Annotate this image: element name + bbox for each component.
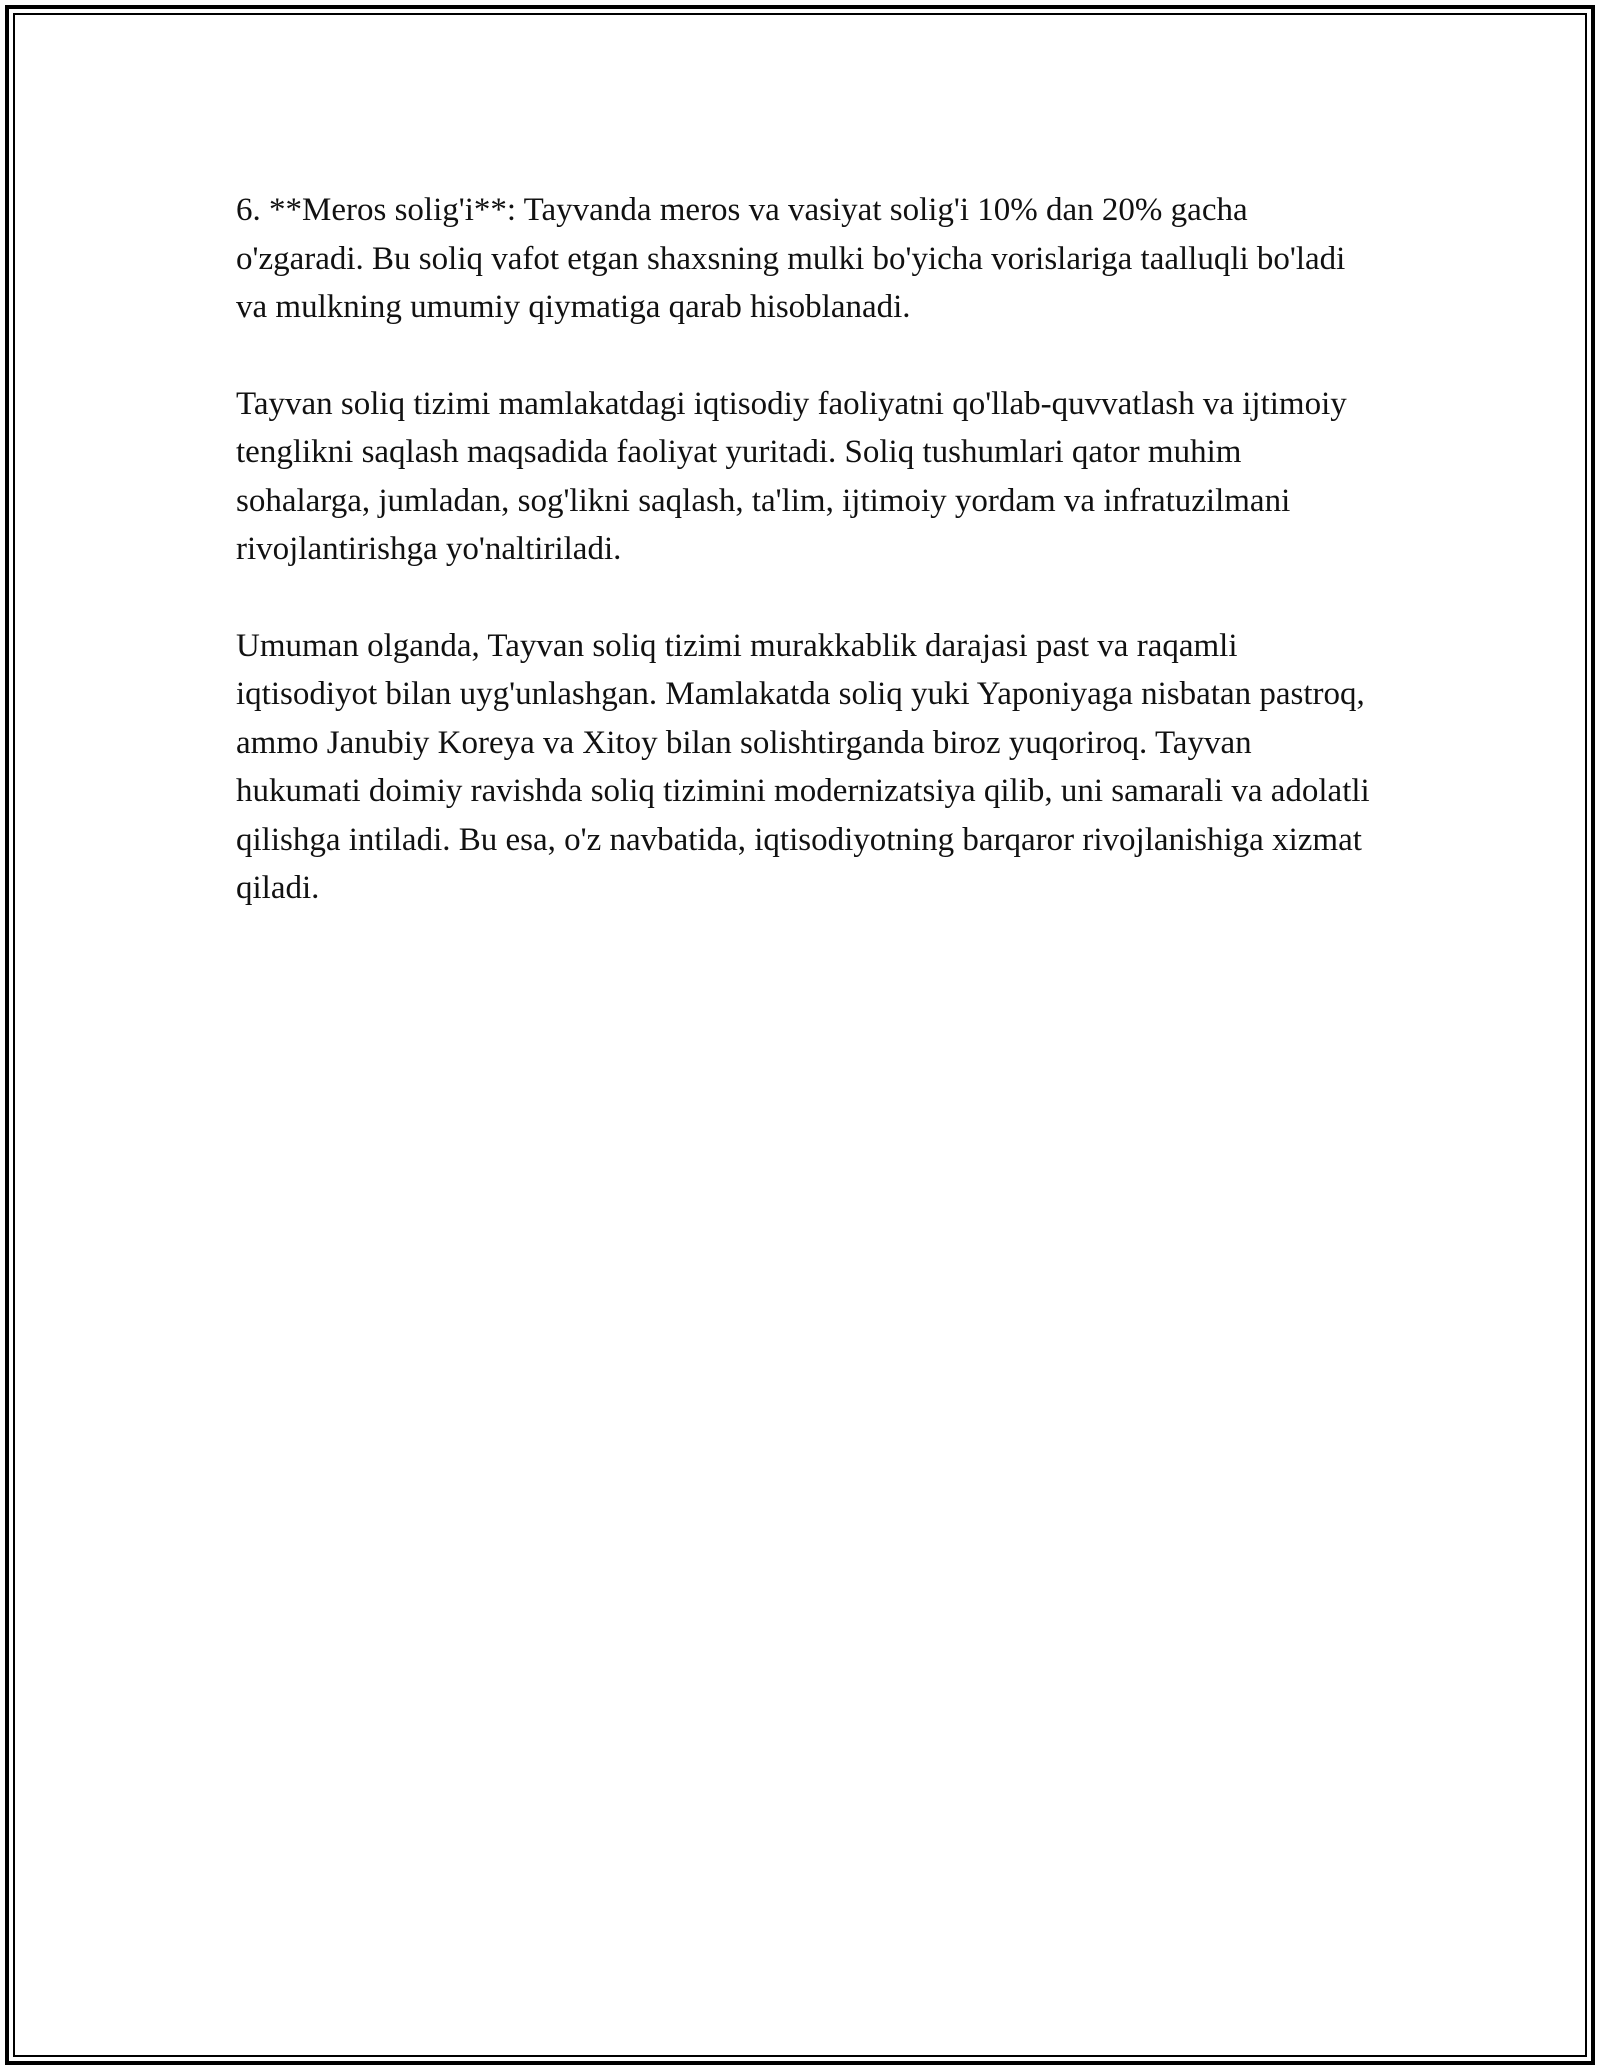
document-body — [236, 186, 1376, 913]
paragraph-conclusion: Umuman olganda, Tayvan soliq tizimi murakkablik darajasi past va raqamli iqtisodiyot bilan uyg'unlashgan. Mamlakatda soliq yuki Yaponiyaga nisbatan pastroq, ammo Janubiy Koreya va Xitoy bilan solishtirganda biroz yuqoriroq. Tayvan hukumati doimiy ravishda soliq tizimini modernizatsiya qilib, uni samarali va adolatli qilishga intiladi. Bu esa, o'z navbatida, iqtisodiyotning barqaror rivojlanishiga xizmat qiladi. — [236, 627, 1370, 906]
paragraph-tax-system-purpose: Tayvan soliq tizimi mamlakatdagi iqtisodiy faoliyatni qo'llab-quvvatlash va ijtimoiy tenglikni saqlash maqsadida faoliyat yuritadi. Soliq tushumlari qator muhim sohalarga, jumladan, sog'likni saqlash, ta'lim, ijtimoiy yordam va infratuzilmani rivojlantirishga yo'naltiriladi. — [236, 385, 1347, 567]
paragraph-inheritance-tax: 6. **Meros solig'i**: Tayvanda meros va vasiyat solig'i 10% dan 20% gacha o'zgaradi. Bu soliq vafot etgan shaxsning mulki bo'yicha vorislariga taalluqli bo'ladi va mulkning umumiy qiymatiga qarab hisoblanadi. — [236, 192, 1346, 325]
